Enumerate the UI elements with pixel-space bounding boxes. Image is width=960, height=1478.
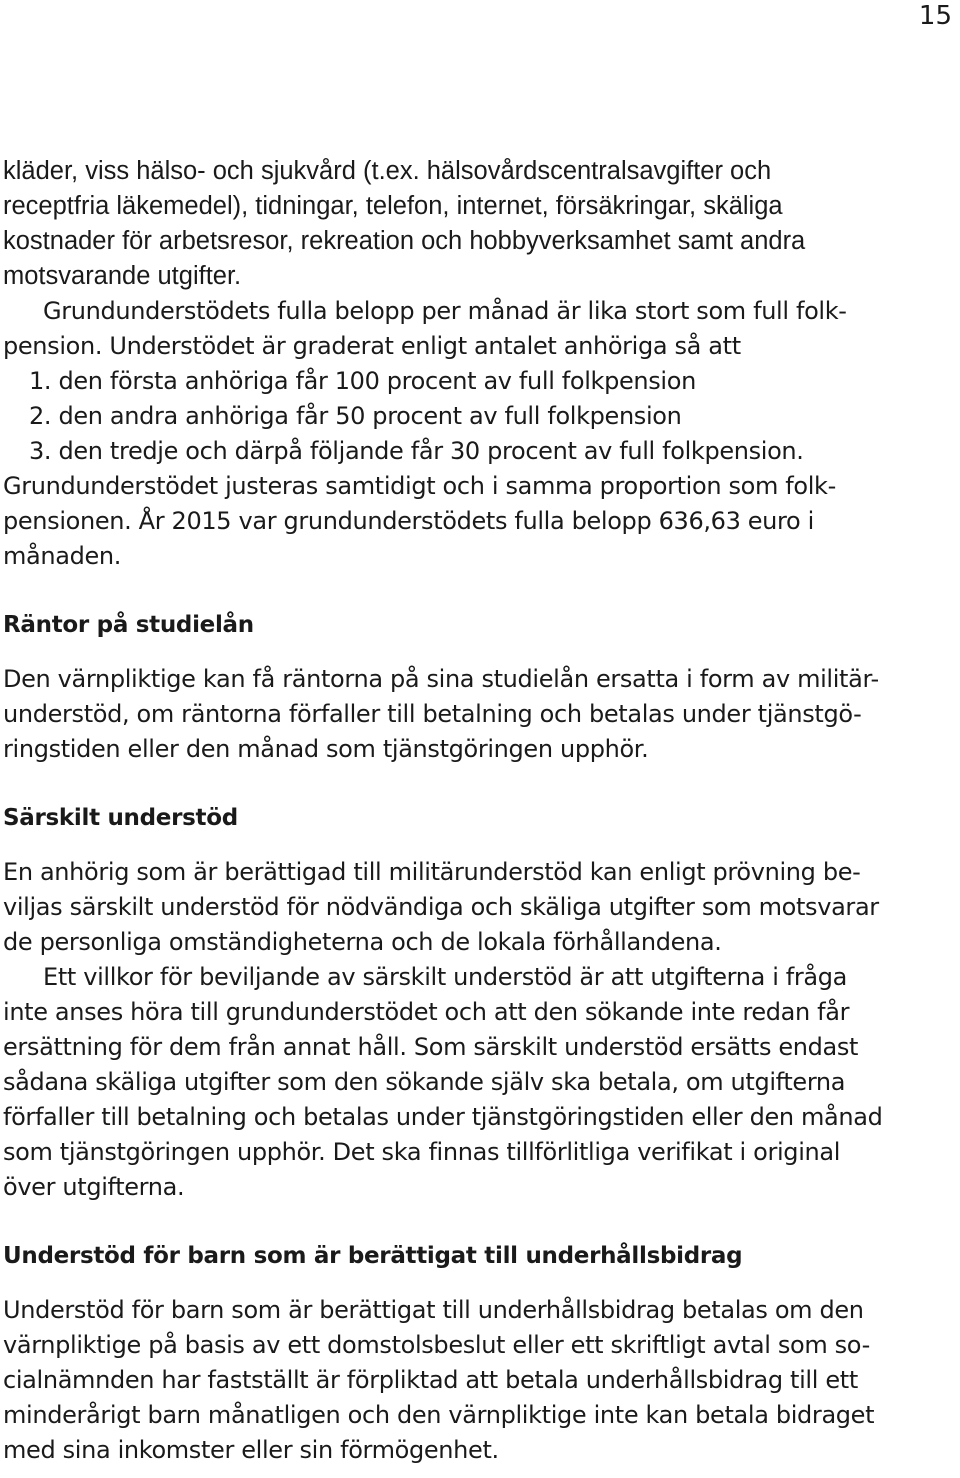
text-line: Ett villkor för beviljande av särskilt understöd är att utgifterna i fråga bbox=[43, 963, 848, 991]
text-line: pensionen. År 2015 var grundunderstödets fulla belopp 636,63 euro i bbox=[3, 507, 814, 535]
text-line: minderårigt barn månatligen och den värnpliktige inte kan betala bidraget bbox=[3, 1401, 875, 1429]
text-line: Understöd för barn som är berättigat till underhållsbidrag betalas om den bbox=[3, 1296, 864, 1324]
text-line: receptfria läkemedel), tidningar, telefon, internet, försäkringar, skäliga bbox=[3, 192, 783, 220]
text-line: motsvarande utgifter. bbox=[3, 262, 242, 290]
text-line: Grundunderstödets fulla belopp per månad är lika stort som full folk- bbox=[43, 297, 847, 325]
page-content bbox=[3, 154, 953, 1468]
text-line: understöd, om räntorna förfaller till betalning och betalas under tjänstgö- bbox=[3, 700, 862, 728]
text-line: de personliga omständigheterna och de lokala förhållandena. bbox=[3, 928, 722, 956]
text-line: En anhörig som är berättigad till militärunderstöd kan enligt prövning be- bbox=[3, 858, 861, 886]
intro-paragraph bbox=[3, 154, 953, 294]
text-line: som tjänstgöringen upphör. Det ska finnas tillförlitliga verifikat i original bbox=[3, 1138, 841, 1166]
text-line: Den värnpliktige kan få räntorna på sina studielån ersatta i form av militär- bbox=[3, 665, 879, 693]
section-heading: Understöd för barn som är berättigat till underhållsbidrag bbox=[3, 1243, 743, 1269]
text-line: inte anses höra till grundunderstödet och att den sökande inte redan får bbox=[3, 998, 850, 1026]
text-line: kläder, viss hälso- och sjukvård (t.ex. hälsovårdscentralsavgifter och bbox=[3, 157, 772, 185]
text-line: ersättning för dem från annat håll. Som särskilt understöd ersätts endast bbox=[3, 1033, 859, 1061]
list-item: 2. den andra anhöriga får 50 procent av full folkpension bbox=[29, 402, 682, 430]
text-line: viljas särskilt understöd för nödvändiga och skäliga utgifter som motsvarar bbox=[3, 893, 879, 921]
text-line: Grundunderstödet justeras samtidigt och i samma proportion som folk- bbox=[3, 472, 836, 500]
text-line: värnpliktige på basis av ett domstolsbeslut eller ett skriftligt avtal som so- bbox=[3, 1331, 870, 1359]
grundunderstod-paragraph bbox=[3, 294, 953, 574]
text-line: kostnader för arbetsresor, rekreation och hobbyverksamhet samt andra bbox=[3, 227, 806, 255]
text-line: pension. Understödet är graderat enligt antalet anhöriga så att bbox=[3, 332, 741, 360]
text-line: månaden. bbox=[3, 542, 122, 570]
section-heading: Särskilt understöd bbox=[3, 805, 238, 831]
section-barn bbox=[3, 1239, 953, 1468]
section-sarskilt bbox=[3, 801, 953, 1205]
percentage-list bbox=[3, 364, 953, 469]
text-line: sådana skäliga utgifter som den sökande själv ska betala, om utgifterna bbox=[3, 1068, 846, 1096]
text-line: med sina inkomster eller sin förmögenhet. bbox=[3, 1436, 499, 1464]
list-item: 1. den första anhöriga får 100 procent av full folkpension bbox=[29, 367, 696, 395]
section-heading: Räntor på studielån bbox=[3, 612, 254, 638]
text-line: cialnämnden har fastställt är förpliktad att betala underhållsbidrag till ett bbox=[3, 1366, 858, 1394]
section-rantor bbox=[3, 608, 953, 767]
list-item: 3. den tredje och därpå följande får 30 procent av full folkpension. bbox=[29, 437, 804, 465]
text-line: förfaller till betalning och betalas under tjänstgöringstiden eller den månad bbox=[3, 1103, 883, 1131]
text-line: ringstiden eller den månad som tjänstgöringen upphör. bbox=[3, 735, 649, 763]
text-line: över utgifterna. bbox=[3, 1173, 185, 1201]
page-number: 15 bbox=[918, 1, 952, 31]
